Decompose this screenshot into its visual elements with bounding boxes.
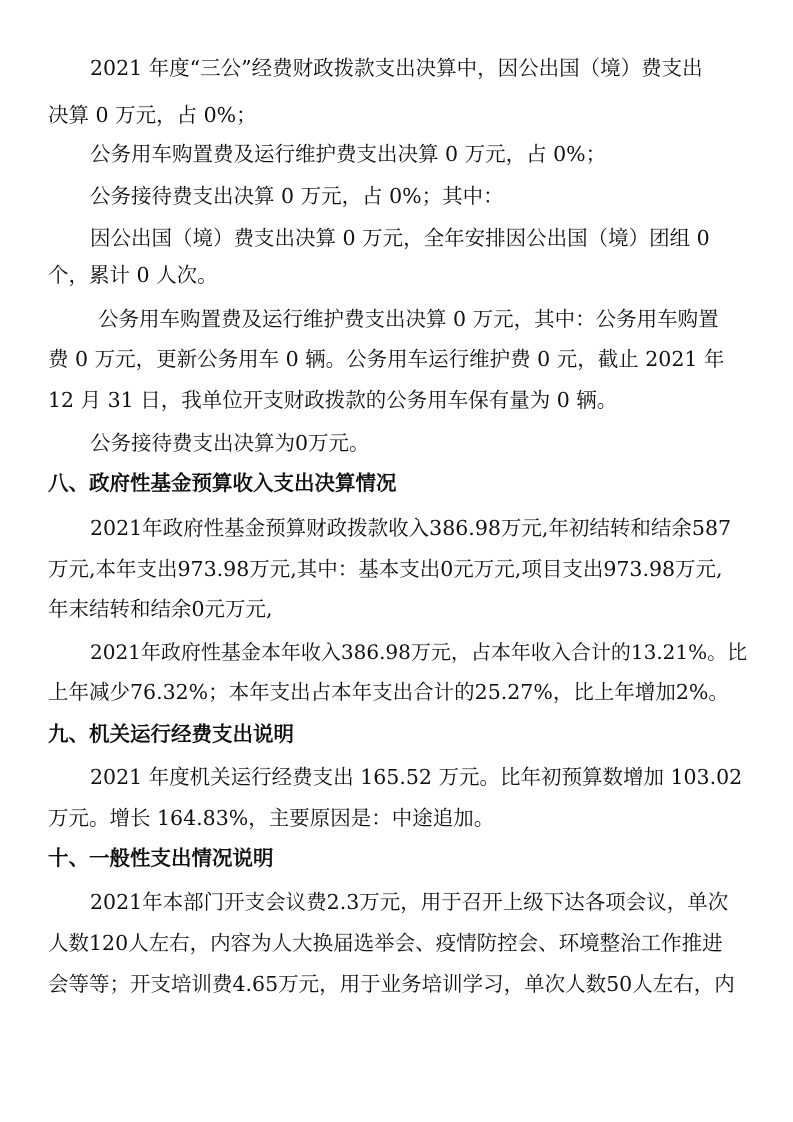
text-line: 因公出国（境）费支出决算 0 万元，全年安排因公出国（境）团组 0: [90, 226, 710, 250]
text-line: 个，累计 0 人次。: [48, 263, 218, 287]
text-line: 2021 年度机关运行经费支出 165.52 万元。比年初预算数增加 103.02: [90, 765, 743, 789]
section-heading: 九、机关运行经费支出说明: [48, 722, 294, 746]
text-line: 上年减少76.32%；本年支出占本年支出合计的25.27%，比上年增加2%。: [48, 680, 729, 704]
text-line: 会等等；开支培训费4.65万元，用于业务培训学习，单次人数50人左右，内: [48, 972, 735, 996]
text-line: 公务用车购置费及运行维护费支出决算 0 万元，占 0%；: [90, 142, 607, 166]
section-heading: 十、一般性支出情况说明: [48, 846, 274, 870]
text-line: 费 0 万元，更新公务用车 0 辆。公务用车运行维护费 0 元，截止 2021 年: [48, 347, 725, 371]
text-line: 公务用车购置费及运行维护费支出决算 0 万元，其中：公务用车购置: [98, 307, 719, 331]
text-line: 人数120人左右，内容为人大换届选举会、疫情防控会、环境整治工作推进: [48, 931, 723, 955]
text-line: 公务接待费支出决算 0 万元，占 0%；其中：: [90, 184, 504, 208]
section-heading: 八、政府性基金预算收入支出决算情况: [48, 471, 397, 495]
text-line: 2021年政府性基金预算财政拨款收入386.98万元,年初结转和结余587: [90, 516, 732, 540]
text-line: 年末结转和结余0元万元,: [48, 597, 273, 621]
text-line: 公务接待费支出决算为0万元。: [90, 431, 370, 455]
text-line: 2021 年度“三公”经费财政拨款支出决算中，因公出国（境）费支出: [90, 56, 703, 80]
text-line: 2021年政府性基金本年收入386.98万元，占本年收入合计的13.21%。比: [90, 640, 748, 664]
text-line: 万元。增长 164.83%，主要原因是：中途追加。: [48, 806, 495, 830]
text-line: 万元,本年支出973.98万元,其中：基本支出0元万元,项目支出973.98万元,: [48, 557, 723, 581]
text-line: 决算 0 万元，占 0%；: [48, 103, 257, 127]
text-line: 2021年本部门开支会议费2.3万元，用于召开上级下达各项会议，单次: [90, 890, 729, 914]
text-line: 12 月 31 日，我单位开支财政拨款的公务用车保有量为 0 辆。: [48, 388, 618, 412]
